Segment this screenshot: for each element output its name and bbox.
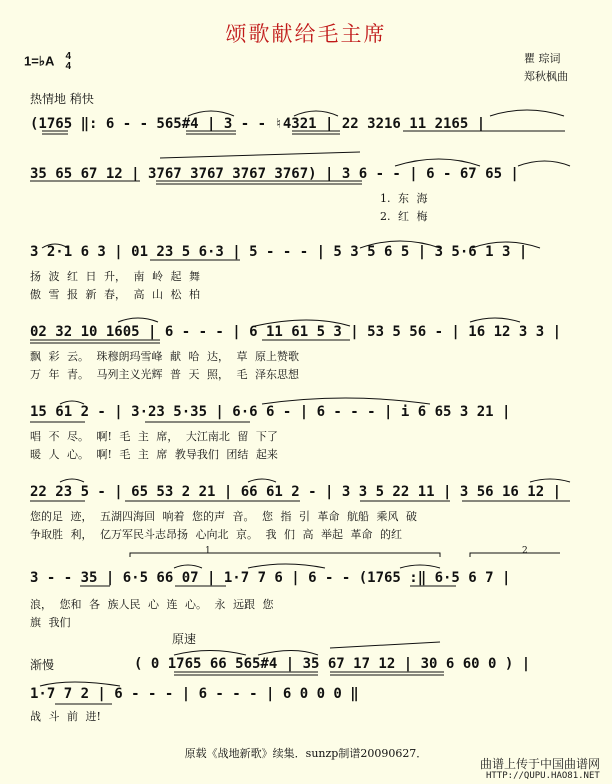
lyric-line-7a: 浪， 您和 各 族人民 心 连 心。 永 远跟 您 [30,598,274,611]
lyric-line-3b: 傲 雪 报 新 春， 高 山 松 柏 [30,288,200,301]
score-line-6: 22 23 5 - | 65 53 2 21 | 66 61 2 - | 3 3 5 22 11 | 3 56 16 12 | [30,484,562,500]
ritardando-marking: 渐慢 [30,658,55,672]
lyric-line-3a: 扬 波 红 日 升， 南 岭 起 舞 [30,270,200,283]
key-signature [24,52,71,72]
lyricist: 瞿 琮词 [524,52,561,65]
lyric-line-7b: 旗 我们 [30,616,71,629]
site-watermark: 曲谱上传于中国曲谱网 [480,757,601,771]
lyric-line-6b: 争取胜 利， 亿万军民斗志昂扬 心向北 京。 我 们 高 举起 革命 的红 [30,528,402,541]
lyric-line-5b: 暖 人 心。 啊! 毛 主 席 教导我们 团结 起来 [30,448,278,461]
lyric-line-6a: 您的足 迹， 五湖四海回 响着 您的声 音。 您 指 引 革命 航船 乘风 破 [30,510,417,523]
score-line-7: 3 - - 35 | 6·5 66 07 | 1·7 7 6 | 6 - - (1765 :‖ 6·5 6 7 | [30,570,511,586]
lyric-line-4b: 万 年 青。 马列主义光辉 普 天 照， 毛 泽东思想 [30,368,299,381]
score-line-8: ( 0 1765 66 565#4 | 35 67 17 12 | 30 6 60 0 ) | [134,656,531,672]
score-line-4: 02 32 10 1605 | 6 - - - | 6 11 61 5 3 | 53 5 56 - | 16 12 3 3 | [30,324,562,340]
time-bottom: 4 [65,61,72,72]
site-url: HTTP://QUPU.HAO81.NET [486,771,600,781]
lyric-line-4a: 飘 彩 云。 珠穆朗玛雪峰 献 哈 达， 草 原上赞歌 [30,350,299,363]
score-line-1: (1765 ‖: 6 - - 565#4 | 3 - - ♮4321 | 22 3216 11 2165 | [30,116,486,132]
lyric-line-2a: 1. 东 海 [380,192,428,205]
song-title: 颂歌献给毛主席 [225,22,387,46]
lyric-line-9: 战 斗 前 进! [30,710,101,723]
score-line-9: 1·7 7 2 | 6 - - - | 6 - - - | 6 0 0 0 ‖ [30,686,359,702]
volta-1-label: 1 [205,546,211,556]
time-top: 4 [65,51,72,62]
score-line-3: 3 2·1 6 3 | 01 23 5 6·3 | 5 - - - | 5 3 5 6 5 | 3 5·6 1 3 | [30,244,528,260]
lyric-line-5a: 唱 不 尽。 啊! 毛 主 席， 大江南北 留 下了 [30,430,278,443]
tempo-marking: 热情地 稍快 [30,92,94,106]
key-label: 1=♭A [24,53,54,69]
source-footer: 原载《战地新歌》续集．sunzp制谱20090627． [184,747,428,760]
original-tempo-marking: 原速 [172,632,197,646]
time-signature [65,52,71,72]
score-line-2: 35 65 67 12 | 3767 3767 3767 3767) | 3 6 - - | 6 - 67 65 | [30,166,519,182]
lyric-line-2b: 2. 红 梅 [380,210,428,223]
volta-2-label: 2 [522,546,528,556]
score-line-5: 15 61 2 - | 3·23 5·35 | 6·6 6 - | 6 - - - | i 6 65 3 21 | [30,404,511,420]
composer: 郑秋枫曲 [524,70,568,83]
